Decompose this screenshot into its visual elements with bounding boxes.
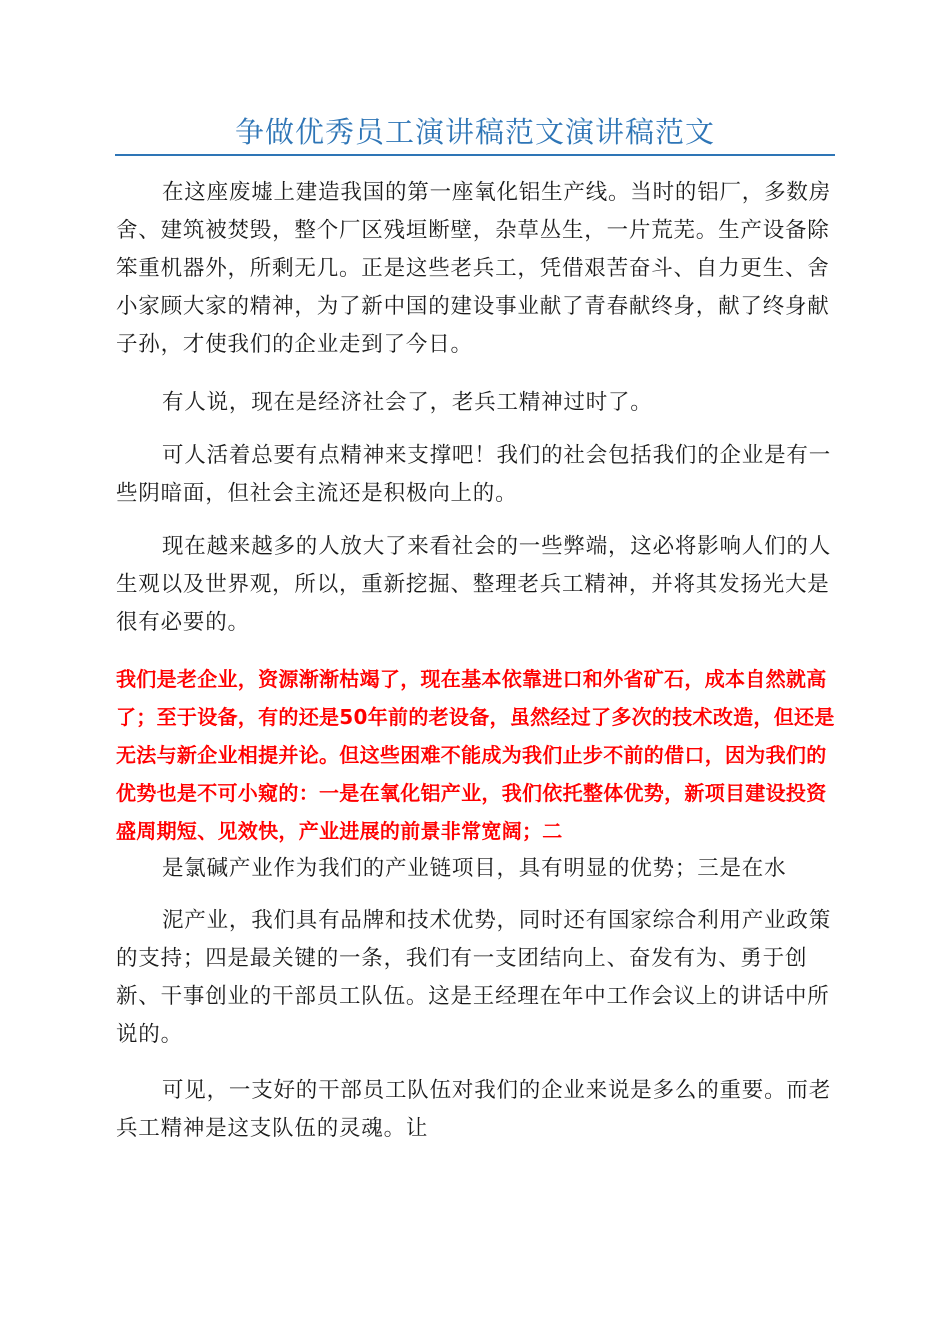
paragraph-3: 可人活着总要有点精神来支撑吧！我们的社会包括我们的企业是有一些阴暗面，但社会主流还是积极向上的。 — [116, 443, 832, 506]
highlighted-paragraph: 我们是老企业，资源渐渐枯竭了，现在基本依靠进口和外省矿石，成本自然就高了；至于设备，有的还是50年前的老设备，虽然经过了多次的技术改造，但还是无法与新企业相提并论。但这些困难不能成为我们止步不前的借口，因为我们的优势也是不可小窥的：一是在氧化铝产业，我们依托整体优势，新项目建设投资盛周期短、见效快，产业进展的前景非常宽阔；二 — [116, 667, 835, 843]
document-title: 争做优秀员工演讲稿范文演讲稿范文 — [234, 115, 715, 149]
paragraph-4: 现在越来越多的人放大了来看社会的一些弊端，这必将影响人们的人生观以及世界观，所以，重新挖掘、整理老兵工精神，并将其发扬光大是很有必要的。 — [116, 534, 832, 635]
paragraph-1: 在这座废墟上建造我国的第一座氧化铝生产线。当时的铝厂，多数房舍、建筑被焚毁，整个厂区残垣断壁，杂草丛生，一片荒芜。生产设备除笨重机器外，所剩无几。正是这些老兵工，凭借艰苦奋斗、自力更生、舍小家顾大家的精神，为了新中国的建设事业献了青春献终身，献了终身献子孙，才使我们的企业走到了今日。 — [116, 180, 832, 357]
paragraph-6: 是氯碱产业作为我们的产业链项目，具有明显的优势；三是在水 — [162, 856, 787, 881]
paragraph-2: 有人说，现在是经济社会了，老兵工精神过时了。 — [162, 390, 653, 415]
paragraph-7: 泥产业，我们具有品牌和技术优势，同时还有国家综合利用产业政策的支持；四是最关键的一条，我们有一支团结向上、奋发有为、勇于创新、干事创业的干部员工队伍。这是王经理在年中工作会议上的讲话中所说的。 — [116, 908, 832, 1047]
paragraph-8: 可见，一支好的干部员工队伍对我们的企业来说是多么的重要。而老兵工精神是这支队伍的灵魂。让 — [116, 1078, 832, 1141]
title-underline — [115, 154, 835, 156]
